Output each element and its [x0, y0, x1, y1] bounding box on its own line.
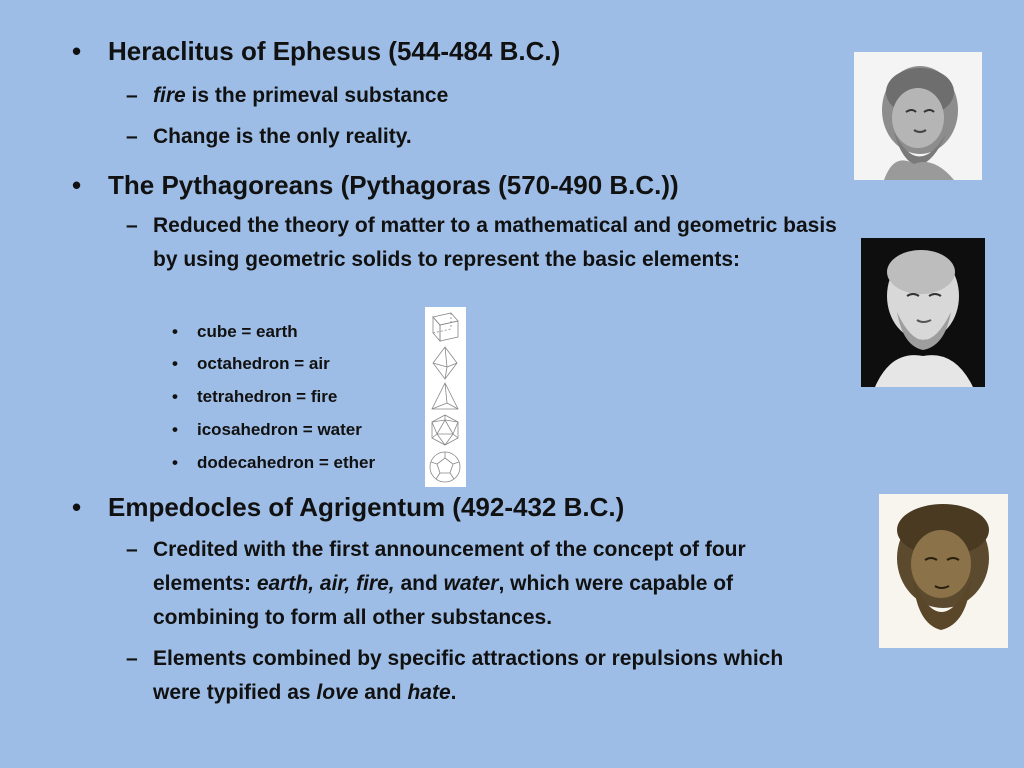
dash-marker: – [126, 84, 138, 107]
platonic-solids-image [425, 307, 466, 487]
bullet-marker: • [172, 453, 178, 472]
dash-marker: – [126, 125, 138, 148]
heading-pythagoreans: The Pythagoreans (Pythagoras (570-490 B.C.)) [108, 170, 679, 200]
bullet-marker: • [172, 420, 178, 439]
dash-marker: – [126, 214, 138, 237]
heraclitus-point-2: Change is the only reality. [153, 125, 412, 148]
pythagoras-bust-icon [861, 238, 985, 387]
bullet-marker: • [72, 492, 82, 522]
solid-cube: cube = earth [197, 322, 298, 341]
heraclitus-point-1: fire is the primeval substance [153, 84, 449, 107]
bullet-marker: • [172, 322, 178, 341]
solid-dodecahedron: dodecahedron = ether [197, 453, 376, 472]
solid-tetrahedron: tetrahedron = fire [197, 387, 338, 406]
pythagoras-portrait [861, 238, 985, 387]
bullet-marker: • [172, 387, 178, 406]
empedocles-portrait [879, 494, 1008, 648]
solid-icosahedron: icosahedron = water [197, 420, 362, 439]
empedocles-bust-icon [879, 494, 1008, 648]
empedocles-point-1: Credited with the first announcement of the concept of four elements: earth, air, fire, and water, which were capable of combining to form all other substances. [153, 538, 746, 629]
heading-heraclitus: Heraclitus of Ephesus (544-484 B.C.) [108, 36, 561, 66]
heraclitus-portrait [854, 52, 982, 180]
empedocles-point-2: Elements combined by specific attractions or repulsions which were typified as love and hate. [153, 647, 784, 704]
dash-marker: – [126, 647, 138, 670]
pythagoreans-point-1: Reduced the theory of matter to a mathematical and geometric basis by using geometric solids to represent the basic elements: [153, 214, 837, 271]
bullet-marker: • [72, 170, 82, 200]
italic-fire: fire [153, 84, 186, 107]
dash-marker: – [126, 538, 138, 561]
heraclitus-bust-icon [854, 52, 982, 180]
platonic-solids-icon [425, 307, 466, 487]
bullet-marker: • [172, 354, 178, 373]
heading-empedocles: Empedocles of Agrigentum (492-432 B.C.) [108, 492, 625, 522]
solid-octahedron: octahedron = air [197, 354, 330, 373]
bullet-marker: • [72, 36, 82, 66]
